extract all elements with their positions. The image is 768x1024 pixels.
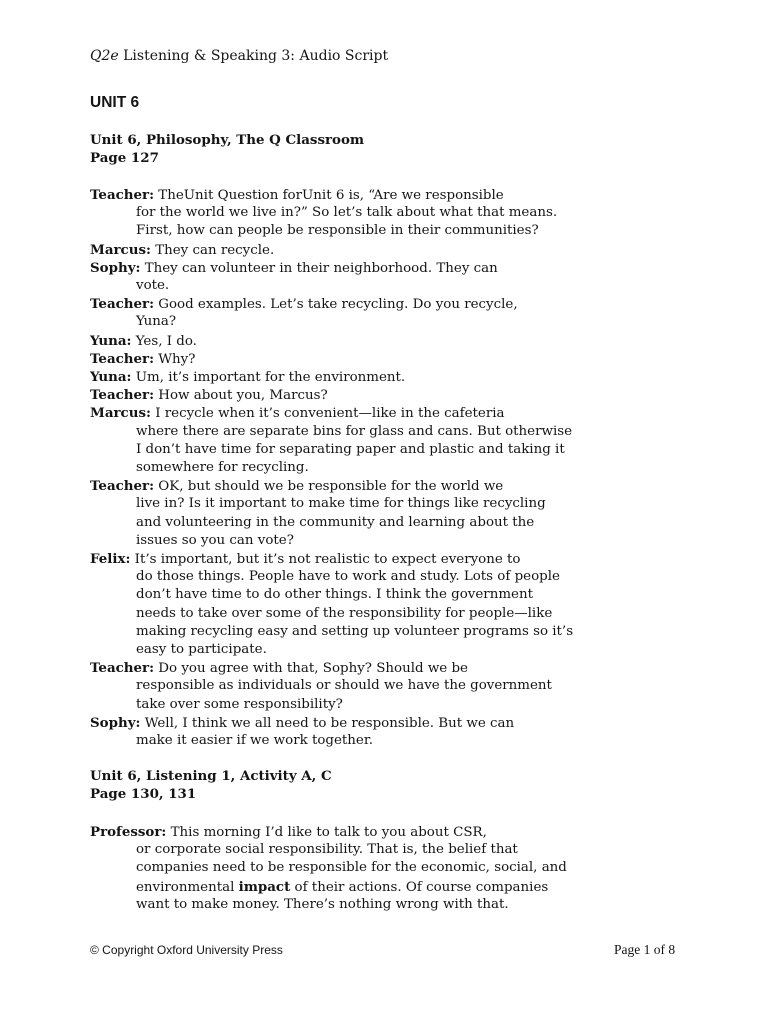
line-text: do those things. People have to work and study. Lots of people: [136, 569, 560, 585]
line-text: live in? Is it important to make time for things like recycling: [136, 496, 546, 512]
speaker-name: Teacher:: [90, 478, 155, 495]
transcript-line: [136, 277, 169, 295]
speaker-name: Teacher:: [90, 350, 155, 367]
line-text: They can recycle.: [150, 242, 275, 258]
transcript-line: [136, 677, 552, 695]
section-page-ref: Page 130, 131: [90, 786, 197, 803]
line-text: making recycling easy and setting up volunteer programs so it’s: [136, 623, 574, 639]
transcript-line: [90, 659, 468, 678]
line-text: needs to take over some of the responsibility for people—like: [136, 605, 553, 621]
speaker-name: Teacher:: [90, 296, 155, 313]
transcript-line: [90, 550, 521, 569]
section-title-text: Unit 6, Philosophy, The Q Classroom: [90, 132, 365, 148]
transcript-line: [136, 459, 309, 477]
speaker-name: Yuna:: [90, 369, 132, 385]
line-text: They can volunteer in their neighborhood. They can: [140, 260, 498, 276]
speaker-name: Professor:: [90, 824, 167, 840]
line-text: for the world we live in?” So let’s talk about what that means.: [136, 205, 558, 221]
line-text: Good examples. Let’s take recycling. Do you recycle,: [154, 297, 518, 313]
transcript-line: [136, 441, 565, 459]
line-text: Do you agree with that, Sophy? Should we be: [154, 661, 468, 677]
transcript-line: [136, 841, 518, 859]
line-text: First, how can people be responsible in their communities?: [136, 223, 539, 239]
unit-heading: UNIT 6: [90, 94, 140, 111]
transcript-line: [136, 514, 534, 532]
transcript-line: [90, 368, 405, 387]
transcript-line: [136, 859, 567, 877]
transcript-line: [136, 696, 343, 714]
transcript-line: [90, 350, 195, 369]
transcript-line: [136, 896, 509, 914]
line-text: issues so you can vote?: [136, 532, 294, 548]
line-text: easy to participate.: [136, 642, 267, 657]
transcript-line: [90, 477, 503, 496]
line-text: Yuna?: [136, 314, 177, 330]
speaker-name: Marcus:: [90, 405, 151, 422]
transcript-line: [136, 586, 533, 604]
line-text: companies need to be responsible for the economic, social, and: [136, 860, 567, 876]
line-text: vote.: [136, 278, 170, 293]
transcript-line: [136, 623, 573, 641]
line-text: don’t have time to do other things. I think the government: [136, 587, 533, 603]
transcript-line: [136, 532, 294, 550]
line-text: This morning I’d like to talk to you about CSR,: [166, 825, 487, 840]
line-text: TheUnit Question forUnit 6 is, “Are we responsible: [154, 188, 504, 203]
transcript-line: [90, 186, 504, 205]
line-text: take over some responsibility?: [136, 696, 343, 712]
section-title-text: Unit 6, Listening 1, Activity A, C: [90, 768, 332, 784]
line-text: Yes, I do.: [131, 333, 197, 349]
transcript-line: [136, 423, 572, 441]
transcript-line: [90, 386, 328, 405]
line-text: and volunteering in the community and learning about the: [136, 514, 535, 530]
section-title: [90, 131, 364, 167]
line-text: How about you, Marcus?: [154, 388, 328, 404]
speaker-name: Felix:: [90, 551, 131, 567]
emphasized-word: impact: [238, 878, 291, 895]
line-text: make it easier if we work together.: [136, 733, 374, 748]
transcript-line: [90, 404, 504, 423]
line-text: want to make money. There’s nothing wrong with that.: [136, 896, 509, 912]
speaker-name: Teacher:: [90, 660, 155, 677]
line-text: responsible as individuals or should we have the government: [136, 678, 552, 694]
speaker-name: Sophy:: [90, 259, 141, 276]
line-text: OK, but should we be responsible for the world we: [154, 479, 504, 495]
transcript-line: [90, 823, 487, 842]
speaker-name: Marcus:: [90, 241, 151, 258]
speaker-name: Teacher:: [90, 187, 155, 203]
line-text: environmental: [136, 879, 239, 895]
speaker-name: Yuna:: [90, 332, 132, 349]
transcript-line: [90, 714, 514, 733]
transcript-line: [136, 732, 373, 750]
line-text: Well, I think we all need to be responsible. But we can: [140, 715, 515, 731]
transcript-line: [136, 313, 176, 331]
line-text: somewhere for recycling.: [136, 460, 309, 475]
transcript-line: [90, 295, 518, 314]
speaker-name: Sophy:: [90, 714, 141, 731]
transcript-line: [136, 605, 552, 623]
line-text: of their actions. Of course companies: [290, 879, 549, 895]
transcript-line: [136, 495, 546, 513]
line-text: I recycle when it’s convenient—like in the cafeteria: [150, 406, 505, 422]
page-number: Page 1 of 8: [614, 942, 676, 957]
transcript-line: [136, 641, 267, 659]
line-text: or corporate social responsibility. That is, the belief that: [136, 842, 518, 858]
line-text: It’s important, but it’s not realistic to expect everyone to: [130, 552, 521, 567]
transcript-line: [90, 332, 197, 351]
series-name: Q2e: [90, 48, 119, 64]
section-title: [90, 767, 332, 803]
transcript-line: [90, 259, 498, 278]
transcript-line: [90, 241, 274, 260]
line-text: I don’t have time for separating paper and plastic and taking it: [136, 441, 565, 457]
transcript-line: [136, 568, 560, 586]
transcript-line: [136, 204, 557, 222]
speaker-name: Teacher:: [90, 387, 155, 404]
line-text: Um, it’s important for the environment.: [131, 370, 406, 385]
line-text: Why?: [154, 351, 196, 367]
line-text: where there are separate bins for glass and cans. But otherwise: [136, 423, 573, 439]
section-page-ref: Page 127: [90, 150, 159, 167]
transcript-line: [136, 222, 539, 240]
copyright-notice: © Copyright Oxford University Press: [90, 943, 283, 957]
header-title: Listening & Speaking 3: Audio Script: [118, 48, 389, 64]
running-header: [90, 46, 388, 66]
transcript-line: [136, 878, 548, 897]
